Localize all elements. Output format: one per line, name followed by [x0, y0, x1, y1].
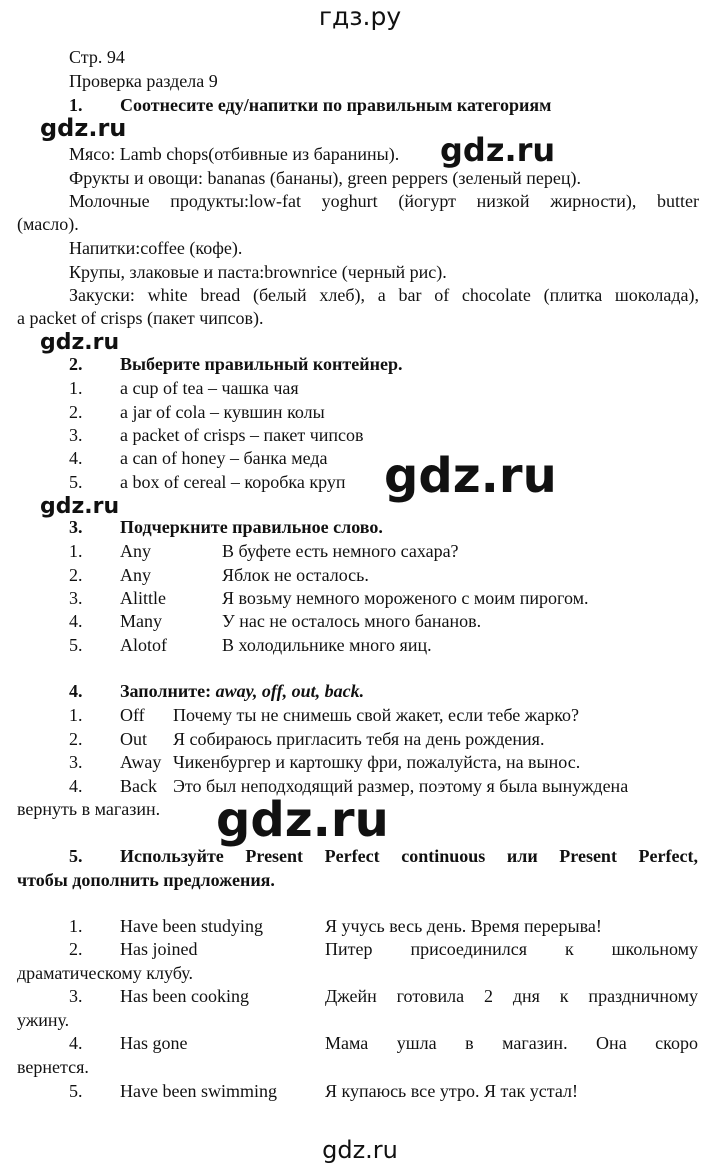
list-item-number: 3. — [69, 986, 83, 1006]
list-item-number: 4. — [69, 1033, 83, 1053]
list-item-number: 4. — [69, 611, 83, 631]
list-item-text: a can of honey – банка меда — [120, 448, 328, 468]
site-footer: gdz.ru — [322, 1136, 398, 1164]
ex1-line-cereals: Крупы, злаковые и паста:brownrice (черный рис). — [69, 262, 447, 282]
watermark: gdz.ru — [40, 494, 120, 519]
list-item-number: 1. — [69, 541, 83, 561]
list-item-number: 5. — [69, 1081, 83, 1101]
ex4-title-label: Заполните: — [120, 681, 212, 701]
list-item-word: Off — [120, 705, 145, 725]
section-title: Проверка раздела 9 — [69, 71, 218, 91]
list-item-number: 5. — [69, 472, 83, 492]
list-item-number: 4. — [69, 448, 83, 468]
list-item-verb: Have been swimming — [120, 1081, 277, 1101]
list-item-text: Это был неподходящий размер, поэтому я была вынуждена — [173, 776, 629, 796]
list-item-text: Я собираюсь пригласить тебя на день рождения. — [173, 729, 545, 749]
list-item-text-cont: ужину. — [17, 1010, 70, 1030]
list-item-text: Питер присоединился к школьному — [325, 939, 698, 959]
ex2-number: 2. — [69, 354, 83, 374]
list-item-number: 2. — [69, 729, 83, 749]
list-item-verb: Has been cooking — [120, 986, 249, 1006]
list-item-text: Мама ушла в магазин. Она скоро — [325, 1033, 698, 1053]
ex1-line-fruit: Фрукты и овощи: bananas (бананы), green peppers (зеленый перец). — [69, 168, 582, 188]
list-item-word: Alotof — [120, 635, 167, 655]
watermark: gdz.ru — [40, 330, 120, 355]
ex1-line-dairy-cont: (масло). — [17, 214, 79, 234]
ex4-number: 4. — [69, 681, 83, 701]
watermark: gdz.ru — [216, 792, 389, 848]
ex1-title: Соотнесите еду/напитки по правильным категориям — [120, 95, 552, 115]
list-item-text: a box of cereal – коробка круп — [120, 472, 346, 492]
list-item-number: 1. — [69, 378, 83, 398]
list-item-text: Джейн готовила 2 дня к праздничному — [325, 986, 698, 1006]
list-item-text: Почему ты не снимешь свой жакет, если тебе жарко? — [173, 705, 580, 725]
list-item-number: 2. — [69, 565, 83, 585]
ex5-title-line1: Используйте Present Perfect continuous или Present Perfect, — [120, 846, 698, 866]
list-item-verb: Has gone — [120, 1033, 188, 1053]
ex1-number: 1. — [69, 95, 83, 115]
list-item-word: Alittle — [120, 588, 166, 608]
list-item-number: 1. — [69, 705, 83, 725]
list-item-number: 3. — [69, 588, 83, 608]
list-item-text: Яблок не осталось. — [222, 565, 369, 585]
list-item-text: Я купаюсь все утро. Я так устал! — [325, 1081, 578, 1101]
list-item-text: В буфете есть немного сахара? — [222, 541, 459, 561]
ex1-line-snacks: Закуски: white bread (белый хлеб), a bar of chocolate (плитка шоколада), — [69, 285, 699, 305]
list-item-word: Many — [120, 611, 162, 631]
list-item-verb: Has joined — [120, 939, 198, 959]
list-item-number: 5. — [69, 635, 83, 655]
watermark: gdz.ru — [440, 131, 556, 169]
list-item-word: Out — [120, 729, 147, 749]
site-header: гдз.ру — [318, 2, 402, 31]
list-item-text: a jar of cola – кувшин колы — [120, 402, 325, 422]
ex4-title-words: away, off, out, back. — [215, 681, 365, 701]
list-item-text-cont: вернется. — [17, 1057, 89, 1077]
ex1-line-dairy: Молочные продукты:low-fat yoghurt (йогурт низкой жирности), butter — [69, 191, 699, 211]
list-item-number: 3. — [69, 425, 83, 445]
list-item-number: 4. — [69, 776, 83, 796]
list-item-text: a packet of crisps – пакет чипсов — [120, 425, 364, 445]
list-item-text: У нас не осталось много бананов. — [222, 611, 482, 631]
list-item-text: Я возьму немного мороженого с моим пирогом. — [222, 588, 589, 608]
list-item-text: a cup of tea – чашка чая — [120, 378, 299, 398]
page-label: Стр. 94 — [69, 47, 125, 67]
ex5-number: 5. — [69, 846, 83, 866]
ex3-title: Подчеркните правильное слово. — [120, 517, 383, 537]
list-item-number: 2. — [69, 402, 83, 422]
ex1-line-drinks: Напитки:coffee (кофе). — [69, 238, 243, 258]
list-item-number: 3. — [69, 752, 83, 772]
ex1-line-meat: Мясо: Lamb chops(отбивные из баранины). — [69, 144, 400, 164]
ex1-line-snacks-cont: a packet of crisps (пакет чипсов). — [17, 308, 264, 328]
watermark: gdz.ru — [380, 452, 561, 500]
list-item-number: 1. — [69, 916, 83, 936]
list-item-text-cont: вернуть в магазин. — [17, 799, 161, 819]
ex4-title — [120, 680, 364, 702]
list-item-number: 2. — [69, 939, 83, 959]
list-item-text-cont: драматическому клубу. — [17, 963, 193, 983]
watermark: gdz.ru — [40, 114, 127, 142]
list-item-word: Any — [120, 541, 151, 561]
list-item-word: Any — [120, 565, 151, 585]
ex2-title: Выберите правильный контейнер. — [120, 354, 403, 374]
ex5-title-line2: чтобы дополнить предложения. — [17, 870, 275, 890]
list-item-text: В холодильнике много яиц. — [222, 635, 432, 655]
list-item-verb: Have been studying — [120, 916, 263, 936]
list-item-word: Back — [120, 776, 157, 796]
list-item-word: Away — [120, 752, 162, 772]
list-item-text: Чикенбургер и картошку фри, пожалуйста, на вынос. — [173, 752, 581, 772]
ex3-number: 3. — [69, 517, 83, 537]
list-item-text: Я учусь весь день. Время перерыва! — [325, 916, 602, 936]
